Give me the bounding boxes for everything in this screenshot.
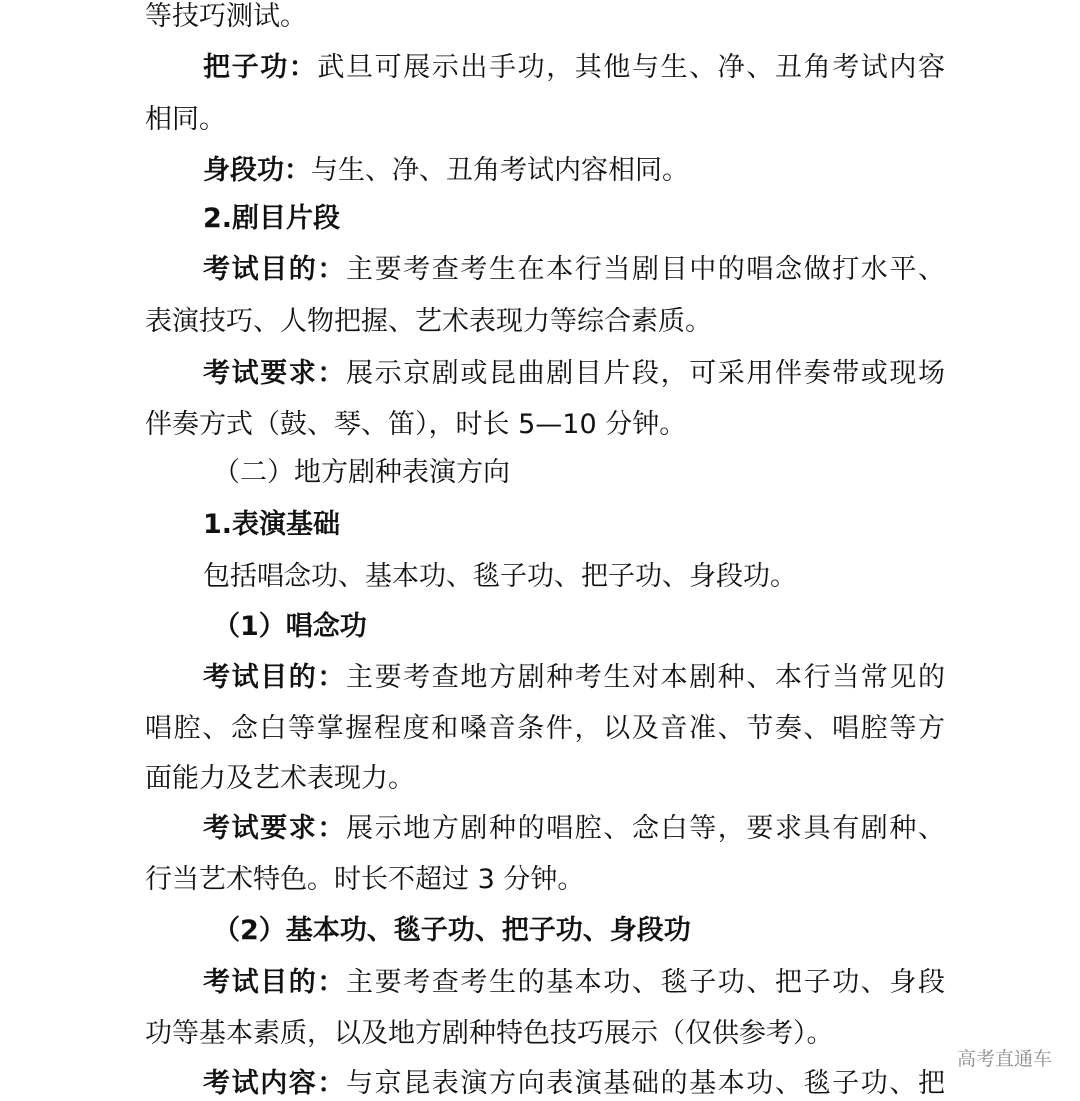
bold-label: 考试目的： (203, 662, 346, 693)
text-line (203, 51, 945, 85)
text-line (145, 863, 584, 897)
line-text: 与京昆表演方向表演基础的基本功、毯子功、把 (346, 1068, 945, 1099)
line-text: 主要考查考生在本行当剧目中的唱念做打水平、 (346, 254, 945, 285)
text-line (203, 154, 689, 188)
line-text: 主要考查考生的基本功、毯子功、把子功、身段 (346, 967, 945, 998)
text-line (203, 966, 945, 1000)
text-line (145, 103, 226, 137)
bold-label: 2.剧目片段 (203, 203, 341, 234)
line-text: 展示京剧或昆曲剧目片段，可采用伴奏带或现场 (346, 358, 945, 389)
line-text: 唱腔、念白等掌握程度和嗓音条件，以及音准、节奏、唱腔等方 (145, 713, 945, 744)
text-line (203, 357, 945, 391)
line-text: 与生、净、丑角考试内容相同。 (311, 155, 689, 186)
text-line (145, 408, 686, 442)
text-line (213, 456, 510, 490)
text-line (145, 712, 945, 746)
line-text: 包括唱念功、基本功、毯子功、把子功、身段功。 (203, 561, 797, 592)
text-line (203, 661, 945, 695)
text-line (213, 610, 367, 644)
text-line (145, 1017, 834, 1051)
bold-label: 考试内容： (203, 1068, 346, 1099)
watermark: 高考直通车 (956, 1049, 1052, 1070)
text-line (203, 253, 945, 287)
line-text: 伴奏方式（鼓、琴、笛），时长 5—10 分钟。 (145, 409, 687, 440)
bold-label: 1.表演基础 (203, 509, 341, 540)
line-text: 等技巧测试。 (145, 1, 307, 32)
text-line (203, 508, 340, 542)
line-text: （二）地方剧种表演方向 (213, 457, 510, 488)
text-line (203, 812, 945, 846)
line-text: 表演技巧、人物把握、艺术表现力等综合素质。 (145, 306, 712, 337)
bold-label: 身段功： (203, 155, 311, 186)
bold-label: （2）基本功、毯子功、把子功、身段功 (213, 915, 691, 946)
text-line (145, 305, 712, 339)
line-text: 面能力及艺术表现力。 (145, 763, 415, 794)
bold-label: 考试目的： (203, 967, 346, 998)
text-line (203, 560, 797, 594)
bold-label: 考试要求： (203, 813, 346, 844)
text-line (213, 914, 691, 948)
line-text: 行当艺术特色。时长不超过 3 分钟。 (145, 864, 585, 895)
text-line (145, 0, 307, 34)
line-text: 功等基本素质，以及地方剧种特色技巧展示（仅供参考）。 (145, 1018, 834, 1049)
line-text: 相同。 (145, 104, 226, 135)
line-text: 武旦可展示出手功，其他与生、净、丑角考试内容 (317, 52, 946, 83)
bold-label: 考试要求： (203, 358, 346, 389)
line-text: 主要考查地方剧种考生对本剧种、本行当常见的 (346, 662, 945, 693)
bold-label: （1）唱念功 (213, 611, 367, 642)
text-line (203, 202, 340, 236)
bold-label: 考试目的： (203, 254, 346, 285)
bold-label: 把子功： (203, 52, 318, 83)
text-line (145, 762, 415, 796)
line-text: 展示地方剧种的唱腔、念白等，要求具有剧种、 (346, 813, 945, 844)
